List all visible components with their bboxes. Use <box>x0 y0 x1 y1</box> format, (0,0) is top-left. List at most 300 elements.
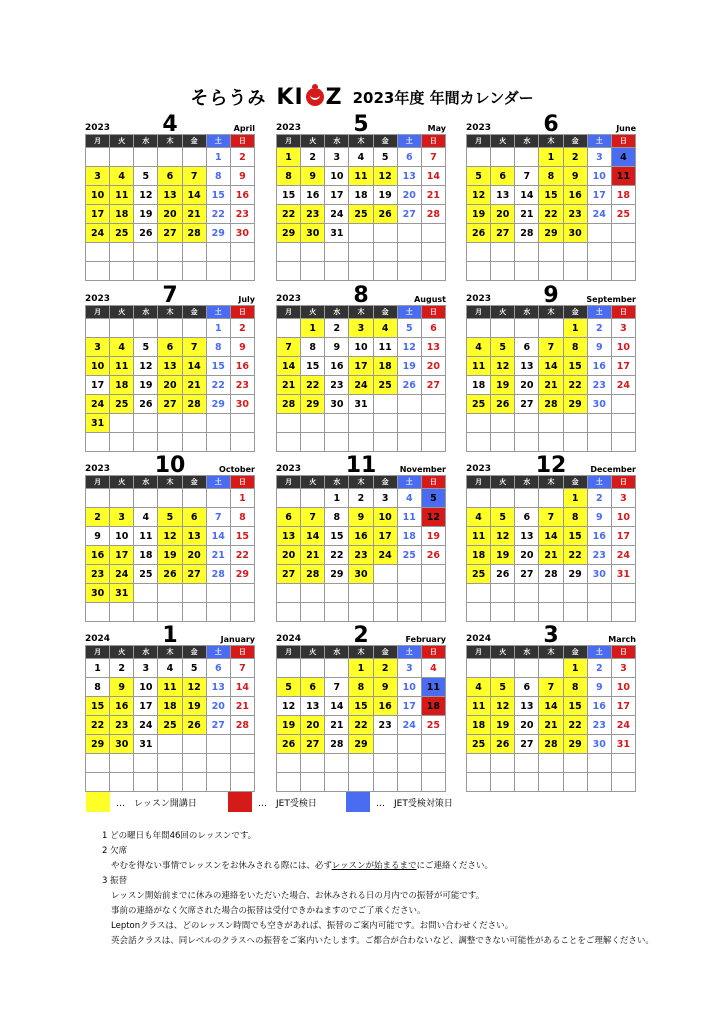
day-cell: 8 <box>325 508 349 527</box>
day-cell: 26 <box>134 395 158 414</box>
empty-cell <box>86 489 110 508</box>
day-cell: 17 <box>397 697 421 716</box>
weekday-header: 木 <box>158 306 182 319</box>
empty-cell <box>301 243 325 262</box>
empty-cell <box>397 243 421 262</box>
month-table <box>85 305 255 452</box>
empty-cell <box>182 584 206 603</box>
day-cell: 30 <box>563 224 587 243</box>
day-cell: 4 <box>467 508 491 527</box>
weekday-header: 金 <box>563 135 587 148</box>
empty-cell <box>230 603 254 622</box>
weekday-header: 木 <box>349 135 373 148</box>
weekday-header: 金 <box>182 306 206 319</box>
empty-cell <box>467 489 491 508</box>
day-cell: 24 <box>611 376 635 395</box>
day-cell: 7 <box>206 508 230 527</box>
empty-cell <box>206 414 230 433</box>
day-cell: 30 <box>301 224 325 243</box>
day-cell: 28 <box>539 395 563 414</box>
day-cell: 28 <box>230 716 254 735</box>
day-cell: 8 <box>563 338 587 357</box>
empty-cell <box>182 754 206 773</box>
weekday-header: 木 <box>349 646 373 659</box>
empty-cell <box>230 414 254 433</box>
month-table <box>466 305 636 452</box>
weekday-header: 日 <box>230 476 254 489</box>
day-cell: 7 <box>301 508 325 527</box>
empty-cell <box>611 414 635 433</box>
empty-cell <box>587 603 611 622</box>
day-cell: 22 <box>206 205 230 224</box>
empty-cell <box>421 735 445 754</box>
month-year: 2023 <box>85 294 111 304</box>
day-cell: 23 <box>349 546 373 565</box>
empty-cell <box>539 243 563 262</box>
month-header <box>466 112 636 137</box>
month-table <box>276 134 446 281</box>
empty-cell <box>158 584 182 603</box>
day-cell: 19 <box>491 546 515 565</box>
day-cell: 31 <box>349 395 373 414</box>
weekday-header: 金 <box>373 135 397 148</box>
day-cell: 11 <box>110 186 134 205</box>
day-cell: 16 <box>230 357 254 376</box>
month-number: 7 <box>162 283 178 308</box>
empty-cell <box>491 433 515 452</box>
day-cell: 28 <box>206 565 230 584</box>
day-cell: 22 <box>349 716 373 735</box>
day-cell: 14 <box>539 527 563 546</box>
day-cell: 19 <box>158 546 182 565</box>
note-3: 3 振替 <box>102 876 128 886</box>
day-cell: 24 <box>349 376 373 395</box>
day-cell: 19 <box>182 697 206 716</box>
day-cell: 23 <box>110 716 134 735</box>
empty-cell <box>397 224 421 243</box>
day-cell: 6 <box>206 659 230 678</box>
day-cell: 15 <box>563 527 587 546</box>
empty-cell <box>611 262 635 281</box>
weekday-header: 月 <box>467 306 491 319</box>
empty-cell <box>421 565 445 584</box>
weekday-header: 日 <box>421 476 445 489</box>
day-cell: 28 <box>515 224 539 243</box>
day-cell: 30 <box>587 395 611 414</box>
day-cell: 1 <box>301 319 325 338</box>
day-cell: 26 <box>397 376 421 395</box>
day-cell: 3 <box>611 489 635 508</box>
month-calendar <box>85 623 255 792</box>
day-cell: 19 <box>421 527 445 546</box>
empty-cell <box>467 319 491 338</box>
legend-jet-prep <box>346 792 453 812</box>
empty-cell <box>373 433 397 452</box>
empty-cell <box>110 243 134 262</box>
empty-cell <box>373 395 397 414</box>
day-cell: 23 <box>587 716 611 735</box>
day-cell: 9 <box>587 338 611 357</box>
day-cell: 8 <box>349 678 373 697</box>
weekday-header: 日 <box>611 135 635 148</box>
month-number: 5 <box>353 112 369 137</box>
empty-cell <box>491 773 515 792</box>
weekday-header: 金 <box>373 306 397 319</box>
empty-cell <box>515 659 539 678</box>
month-calendar <box>276 283 446 452</box>
note-3-detail-a: レッスン開始前までに休みの連絡をいただいた場合、お休みされる日の月内での振替が可能です。 <box>111 891 485 901</box>
day-cell: 26 <box>421 546 445 565</box>
note-2-detail: やむを得ない事情でレッスンをお休みされる際には、必ずレッスンが始まるまでにご連絡ください。 <box>111 861 494 871</box>
day-cell: 27 <box>206 716 230 735</box>
day-cell: 29 <box>349 735 373 754</box>
day-cell: 14 <box>230 678 254 697</box>
empty-cell <box>349 262 373 281</box>
day-cell: 22 <box>206 376 230 395</box>
weekday-header: 火 <box>491 306 515 319</box>
weekday-header: 金 <box>563 306 587 319</box>
day-cell: 7 <box>277 338 301 357</box>
day-cell: 18 <box>373 357 397 376</box>
day-cell: 29 <box>301 395 325 414</box>
weekday-header: 水 <box>325 476 349 489</box>
day-cell: 18 <box>158 697 182 716</box>
day-cell: 29 <box>325 565 349 584</box>
day-cell: 4 <box>421 659 445 678</box>
day-cell: 8 <box>301 338 325 357</box>
day-cell: 1 <box>277 148 301 167</box>
empty-cell <box>86 433 110 452</box>
day-cell: 3 <box>110 508 134 527</box>
month-number: 6 <box>543 112 559 137</box>
day-cell: 3 <box>611 659 635 678</box>
empty-cell <box>301 603 325 622</box>
empty-cell <box>206 243 230 262</box>
empty-cell <box>587 243 611 262</box>
empty-cell <box>587 433 611 452</box>
day-cell: 30 <box>86 584 110 603</box>
month-header <box>85 453 255 478</box>
empty-cell <box>421 773 445 792</box>
empty-cell <box>373 565 397 584</box>
month-header <box>466 453 636 478</box>
empty-cell <box>86 148 110 167</box>
empty-cell <box>515 773 539 792</box>
day-cell: 19 <box>397 357 421 376</box>
empty-cell <box>301 489 325 508</box>
day-cell: 2 <box>373 659 397 678</box>
empty-cell <box>325 659 349 678</box>
day-cell: 16 <box>325 357 349 376</box>
empty-cell <box>182 603 206 622</box>
weekday-header: 水 <box>325 646 349 659</box>
empty-cell <box>134 433 158 452</box>
day-cell: 22 <box>563 716 587 735</box>
empty-cell <box>158 243 182 262</box>
note-1: 1 どの曜日も年間46回のレッスンです。 <box>102 831 257 841</box>
day-cell: 31 <box>611 565 635 584</box>
day-cell: 26 <box>491 735 515 754</box>
month-english-name: August <box>414 295 446 304</box>
day-cell: 28 <box>539 565 563 584</box>
day-cell: 21 <box>325 716 349 735</box>
empty-cell <box>110 414 134 433</box>
weekday-header: 日 <box>421 646 445 659</box>
empty-cell <box>110 433 134 452</box>
day-cell: 5 <box>467 167 491 186</box>
day-cell: 25 <box>110 224 134 243</box>
day-cell: 14 <box>539 357 563 376</box>
day-cell: 20 <box>491 205 515 224</box>
month-number: 8 <box>353 283 369 308</box>
empty-cell <box>373 603 397 622</box>
day-cell: 31 <box>134 735 158 754</box>
empty-cell <box>206 433 230 452</box>
month-year: 2024 <box>466 634 492 644</box>
day-cell: 3 <box>86 338 110 357</box>
day-cell: 5 <box>134 338 158 357</box>
day-cell: 8 <box>563 508 587 527</box>
empty-cell <box>491 319 515 338</box>
month-header <box>276 283 446 308</box>
empty-cell <box>134 243 158 262</box>
empty-cell <box>277 243 301 262</box>
empty-cell <box>467 754 491 773</box>
day-cell: 12 <box>182 678 206 697</box>
empty-cell <box>515 243 539 262</box>
empty-cell <box>491 148 515 167</box>
day-cell: 21 <box>539 716 563 735</box>
day-cell: 21 <box>539 376 563 395</box>
weekday-header: 日 <box>611 476 635 489</box>
weekday-header: 月 <box>86 306 110 319</box>
empty-cell <box>515 319 539 338</box>
day-cell: 5 <box>277 678 301 697</box>
day-cell: 24 <box>373 546 397 565</box>
day-cell: 1 <box>563 659 587 678</box>
empty-cell <box>397 754 421 773</box>
empty-cell <box>230 773 254 792</box>
day-cell: 6 <box>491 167 515 186</box>
weekday-header: 金 <box>563 476 587 489</box>
day-cell: 20 <box>206 697 230 716</box>
empty-cell <box>421 414 445 433</box>
empty-cell <box>515 754 539 773</box>
empty-cell <box>515 433 539 452</box>
day-cell: 5 <box>182 659 206 678</box>
day-cell: 4 <box>110 167 134 186</box>
empty-cell <box>206 489 230 508</box>
weekday-header: 金 <box>373 476 397 489</box>
day-cell: 4 <box>134 508 158 527</box>
day-cell: 18 <box>110 376 134 395</box>
day-cell: 1 <box>206 148 230 167</box>
day-cell: 15 <box>563 697 587 716</box>
empty-cell <box>86 319 110 338</box>
day-cell: 9 <box>301 167 325 186</box>
empty-cell <box>134 603 158 622</box>
day-cell: 7 <box>539 338 563 357</box>
day-cell: 31 <box>325 224 349 243</box>
day-cell: 8 <box>563 678 587 697</box>
day-cell: 12 <box>134 357 158 376</box>
empty-cell <box>397 565 421 584</box>
day-cell: 27 <box>515 565 539 584</box>
empty-cell <box>158 414 182 433</box>
day-cell: 16 <box>230 186 254 205</box>
empty-cell <box>563 603 587 622</box>
month-number: 9 <box>543 283 559 308</box>
day-cell: 28 <box>301 565 325 584</box>
empty-cell <box>230 433 254 452</box>
day-cell: 22 <box>325 546 349 565</box>
day-cell: 30 <box>587 735 611 754</box>
day-cell: 30 <box>349 565 373 584</box>
empty-cell <box>515 489 539 508</box>
month-year: 2023 <box>466 464 492 474</box>
day-cell: 21 <box>182 376 206 395</box>
month-english-name: March <box>608 635 636 644</box>
empty-cell <box>206 584 230 603</box>
day-cell: 3 <box>587 148 611 167</box>
empty-cell <box>349 243 373 262</box>
weekday-header: 月 <box>86 476 110 489</box>
empty-cell <box>467 414 491 433</box>
day-cell: 25 <box>349 205 373 224</box>
day-cell: 3 <box>325 148 349 167</box>
month-header <box>85 623 255 648</box>
day-cell: 7 <box>421 148 445 167</box>
day-cell: 5 <box>491 678 515 697</box>
brand-name: そらうみ <box>190 88 267 109</box>
day-cell: 12 <box>491 697 515 716</box>
day-cell: 27 <box>182 565 206 584</box>
day-cell: 21 <box>301 546 325 565</box>
empty-cell <box>110 262 134 281</box>
month-number: 1 <box>162 623 178 648</box>
day-cell: 9 <box>587 678 611 697</box>
day-cell: 29 <box>230 565 254 584</box>
weekday-header: 水 <box>515 646 539 659</box>
day-cell: 30 <box>230 395 254 414</box>
day-cell: 23 <box>587 546 611 565</box>
day-cell: 30 <box>587 565 611 584</box>
month-number: 10 <box>154 453 186 478</box>
month-header <box>466 623 636 648</box>
month-calendar <box>276 623 446 792</box>
month-header <box>276 623 446 648</box>
empty-cell <box>134 319 158 338</box>
day-cell: 6 <box>158 167 182 186</box>
weekday-header: 水 <box>515 476 539 489</box>
day-cell: 1 <box>325 489 349 508</box>
empty-cell <box>206 773 230 792</box>
weekday-header: 火 <box>301 646 325 659</box>
empty-cell <box>397 395 421 414</box>
empty-cell <box>110 148 134 167</box>
day-cell: 15 <box>349 697 373 716</box>
day-cell: 15 <box>301 357 325 376</box>
day-cell: 6 <box>182 508 206 527</box>
day-cell: 1 <box>206 319 230 338</box>
empty-cell <box>611 243 635 262</box>
day-cell: 18 <box>421 697 445 716</box>
day-cell: 13 <box>421 338 445 357</box>
empty-cell <box>134 773 158 792</box>
day-cell: 9 <box>230 338 254 357</box>
weekday-header: 土 <box>587 135 611 148</box>
day-cell: 29 <box>563 565 587 584</box>
day-cell: 10 <box>373 508 397 527</box>
day-cell: 15 <box>230 527 254 546</box>
day-cell: 14 <box>182 357 206 376</box>
day-cell: 12 <box>491 527 515 546</box>
empty-cell <box>86 754 110 773</box>
weekday-header: 金 <box>182 476 206 489</box>
day-cell: 10 <box>611 508 635 527</box>
weekday-header: 金 <box>182 135 206 148</box>
day-cell: 29 <box>563 735 587 754</box>
month-english-name: February <box>405 635 446 644</box>
day-cell: 11 <box>349 167 373 186</box>
day-cell: 2 <box>230 319 254 338</box>
empty-cell <box>421 243 445 262</box>
day-cell: 11 <box>611 167 635 186</box>
empty-cell <box>491 584 515 603</box>
day-cell: 27 <box>397 205 421 224</box>
day-cell: 23 <box>325 376 349 395</box>
day-cell: 1 <box>230 489 254 508</box>
day-cell: 6 <box>421 319 445 338</box>
empty-cell <box>421 603 445 622</box>
empty-cell <box>611 433 635 452</box>
day-cell: 12 <box>421 508 445 527</box>
day-cell: 19 <box>491 716 515 735</box>
empty-cell <box>182 319 206 338</box>
smile-logo-icon <box>306 88 324 106</box>
empty-cell <box>467 262 491 281</box>
empty-cell <box>325 262 349 281</box>
empty-cell <box>515 584 539 603</box>
day-cell: 2 <box>230 148 254 167</box>
day-cell: 27 <box>158 395 182 414</box>
weekday-header: 水 <box>325 135 349 148</box>
day-cell: 26 <box>491 395 515 414</box>
day-cell: 14 <box>301 527 325 546</box>
day-cell: 29 <box>86 735 110 754</box>
empty-cell <box>301 262 325 281</box>
day-cell: 8 <box>86 678 110 697</box>
month-year: 2023 <box>466 123 492 133</box>
empty-cell <box>539 319 563 338</box>
day-cell: 9 <box>86 527 110 546</box>
day-cell: 22 <box>301 376 325 395</box>
empty-cell <box>467 433 491 452</box>
day-cell: 28 <box>277 395 301 414</box>
empty-cell <box>467 584 491 603</box>
day-cell: 13 <box>397 167 421 186</box>
month-english-name: October <box>219 465 255 474</box>
empty-cell <box>301 584 325 603</box>
month-number: 12 <box>535 453 567 478</box>
month-calendar <box>466 112 636 281</box>
empty-cell <box>587 584 611 603</box>
empty-cell <box>467 603 491 622</box>
empty-cell <box>515 148 539 167</box>
month-table <box>276 305 446 452</box>
weekday-header: 木 <box>158 135 182 148</box>
day-cell: 2 <box>587 659 611 678</box>
